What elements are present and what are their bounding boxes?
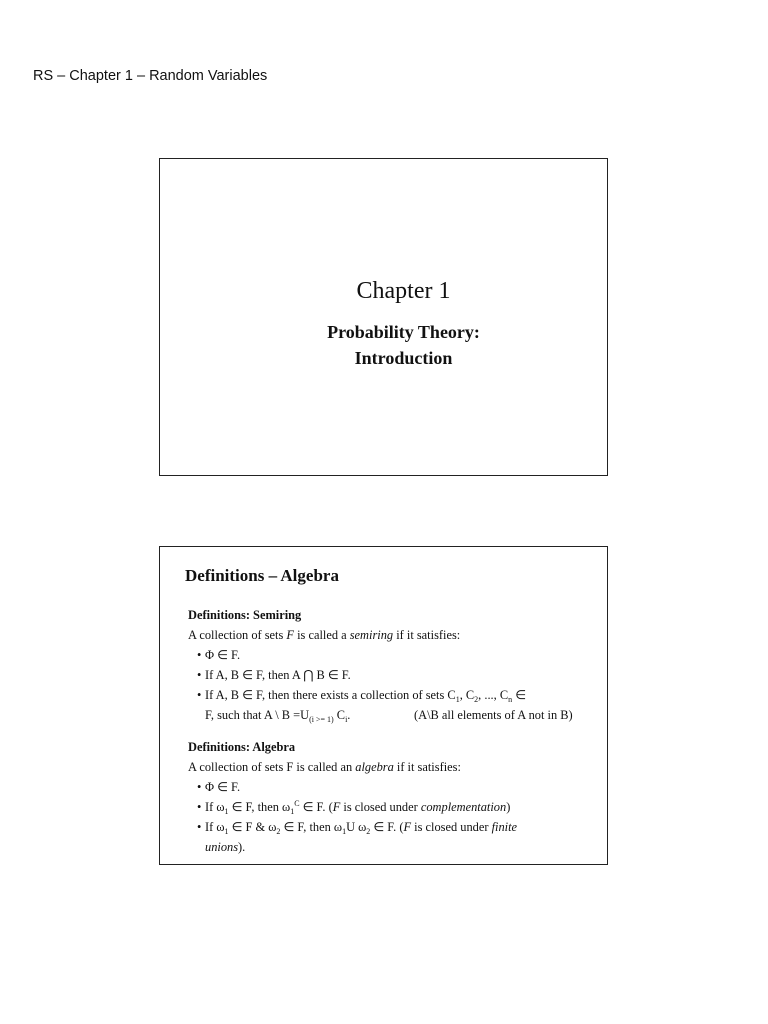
set-difference-note: (A\B all elements of A not in B) xyxy=(414,708,573,722)
semiring-bullet-2: • If A, B ∈ F, then A ⋂ B ∈ F. xyxy=(197,668,351,682)
algebra-heading: Definitions: Algebra xyxy=(188,740,296,754)
slide-title: Definitions – Algebra xyxy=(185,566,339,585)
subtitle-line-2: Introduction xyxy=(354,348,453,368)
definitions-slide xyxy=(159,546,608,865)
algebra-bullet-2: • If $\omega_1$ ∈ F, then $\omega_1^C$ ∈ F. (F is closed under complementation) xyxy=(197,799,511,816)
title-slide xyxy=(159,158,608,476)
semiring-bullet-1: • Φ ∈ F. xyxy=(197,648,241,662)
subtitle-line-1: Probability Theory: xyxy=(327,322,480,342)
chapter-subtitle xyxy=(160,319,607,371)
algebra-intro: A collection of sets F is called an algebra if it satisfies: xyxy=(188,760,461,774)
chapter-title: Chapter 1 xyxy=(356,278,451,304)
algebra-bullet-3: • If $\omega_1$ ∈ F & $\omega_2$ ∈ F, then $\omega_1U$ $\omega_2$ ∈ F. (F is closed under finite unions). xyxy=(197,820,518,854)
title-block xyxy=(160,277,607,371)
semiring-heading: Definitions: Semiring xyxy=(188,608,302,622)
semiring-bullet-3-continuation: F, such that A \ $B =U_{(i >= 1)}$ $C_i$. (A\B all elements of A not in B) xyxy=(188,705,601,725)
semiring-bullet-3: • If A, B ∈ F, then there exists a collection of sets $C_1$, $C_2$, ..., $C_n$ ∈ xyxy=(197,688,527,704)
page-header: RS – Chapter 1 – Random Variables xyxy=(33,68,268,84)
slide-content xyxy=(188,605,601,857)
semiring-intro: A collection of sets F is called a semiring if it satisfies: xyxy=(188,628,461,642)
algebra-bullet-1: • Φ ∈ F. xyxy=(197,780,241,794)
